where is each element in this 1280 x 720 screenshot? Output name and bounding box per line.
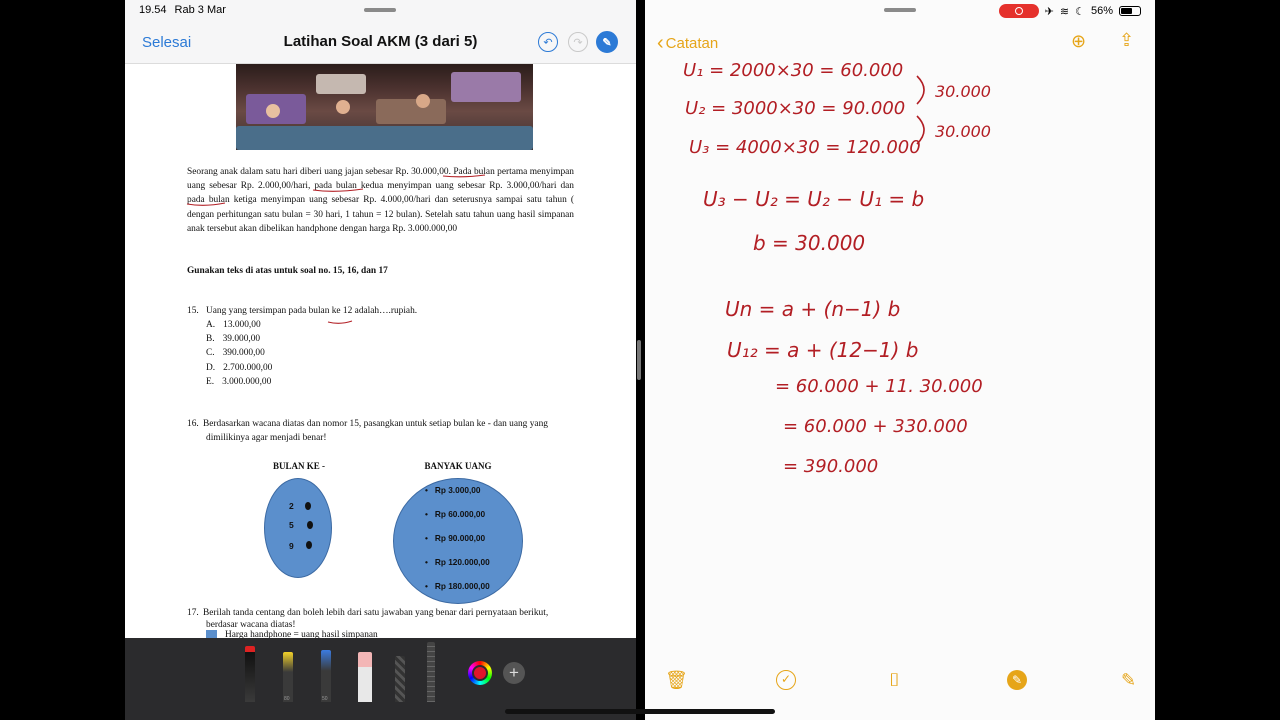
lasso-tool[interactable] — [395, 656, 405, 702]
back-label: Catatan — [665, 35, 719, 52]
option-d: D. 2.700.000,00 — [206, 362, 273, 373]
home-indicator[interactable] — [505, 709, 775, 714]
add-people-icon[interactable]: ⊕ — [1071, 31, 1087, 51]
chevron-left-icon: ‹ — [657, 32, 664, 54]
q17-line2: berdasar wacana diatas! — [206, 620, 296, 630]
q15-options — [206, 318, 272, 389]
column-bulan-ke: BULAN KE - — [272, 461, 325, 471]
q15-text: Uang yang tersimpan pada bulan ke 12 adalah….rupiah. — [206, 306, 418, 316]
note-line-5: b = 30.000 — [753, 231, 866, 255]
share-icon[interactable]: ⇪ — [1119, 30, 1135, 50]
q16-line2: dimilikinya agar menjadi benar! — [206, 433, 327, 443]
q17-line1: Berilah tanda centang dan boleh lebih dari satu jawaban yang benar dari pernyataan berikut, — [203, 608, 549, 618]
q16-line1: Berdasarkan wacana diatas dan nomor 15, pasangkan untuk setiap bulan ke - dan uang yang — [203, 419, 548, 429]
amount-item: • Rp 60.000,00 — [425, 509, 486, 519]
compose-icon[interactable]: ✎ — [1121, 670, 1137, 690]
month-dot — [305, 502, 311, 510]
status-time: 19.54 — [139, 4, 167, 16]
marker-tool[interactable] — [283, 652, 293, 702]
markup-pen-icon[interactable]: ✎ — [596, 31, 618, 53]
q17-statement: Harga handphone = uang hasil simpanan — [225, 630, 378, 638]
month-2: 2 — [289, 501, 294, 511]
left-pane-books — [125, 0, 636, 720]
amount-item: • Rp 3.000,00 — [425, 485, 481, 495]
month-oval — [264, 478, 332, 578]
status-date: Rab 3 Mar — [174, 4, 226, 16]
note-line-10: = 390.000 — [783, 456, 879, 477]
marker-width: 80 — [284, 696, 290, 702]
pen-tool[interactable] — [245, 646, 255, 702]
column-banyak-uang: BANYAK UANG — [424, 461, 492, 471]
note-line-4: U₃ − U₂ = U₂ − U₁ = b — [703, 187, 925, 211]
amount-item: • Rp 180.000,00 — [425, 581, 490, 591]
month-5: 5 — [289, 520, 294, 530]
note-line-8: = 60.000 + 11. 30.000 — [775, 376, 983, 397]
q15-number: 15. — [187, 306, 199, 316]
camera-icon[interactable]: ⌷ — [889, 670, 900, 690]
markup-icon[interactable]: ✎ — [1007, 670, 1027, 690]
undo-icon[interactable]: ↶ — [538, 32, 558, 52]
q17-number: 17. — [187, 608, 199, 618]
note-line-2: U₂ = 3000×30 = 90.000 — [685, 98, 906, 119]
note-line-1: U₁ = 2000×30 = 60.000 — [683, 60, 904, 81]
instruction-heading: Gunakan teks di atas untuk soal no. 15, 16, dan 17 — [187, 266, 388, 276]
eraser-tool[interactable] — [358, 652, 372, 702]
month-dot — [306, 541, 312, 549]
right-pane-notes — [645, 0, 1155, 720]
option-a: A. 13.000,00 — [206, 320, 261, 330]
note-line-3: U₃ = 4000×30 = 120.000 — [689, 137, 921, 158]
status-bar-left — [139, 4, 226, 16]
markup-toolbar — [125, 638, 636, 720]
pen-width: 50 — [322, 696, 328, 702]
pdf-nav-bar — [125, 0, 636, 64]
checklist-icon[interactable]: ✓ — [776, 670, 796, 690]
document-title: Latihan Soal AKM (3 dari 5) — [283, 33, 478, 50]
add-tool-icon[interactable]: + — [503, 662, 525, 684]
redo-icon[interactable]: ↷ — [568, 32, 588, 52]
handwritten-notes[interactable] — [645, 0, 1155, 640]
amount-item: • Rp 120.000,00 — [425, 557, 490, 567]
color-picker-icon[interactable] — [468, 661, 492, 685]
moon-icon: ☾ — [1075, 5, 1085, 18]
ruler-tool[interactable] — [427, 642, 435, 702]
month-dot — [307, 521, 313, 529]
trash-icon[interactable]: 🗑 — [665, 670, 688, 690]
pdf-page[interactable] — [128, 64, 633, 638]
multitasking-grabber[interactable] — [364, 8, 396, 12]
option-b: B. 39.000,00 — [206, 334, 261, 345]
pen-annotations — [128, 64, 633, 638]
notes-bottom-toolbar — [645, 660, 1155, 700]
note-line-9: = 60.000 + 330.000 — [783, 416, 968, 437]
done-button[interactable]: Selesai — [142, 34, 192, 51]
difference-2: 30.000 — [935, 122, 991, 141]
checkbox[interactable] — [206, 630, 217, 638]
option-e: E. 3.000.000,00 — [206, 376, 272, 387]
month-9: 9 — [289, 541, 294, 551]
q16-number: 16. — [187, 419, 199, 429]
amount-item: • Rp 90.000,00 — [425, 533, 486, 543]
battery-percent: 56% — [1090, 5, 1113, 17]
note-line-6: Un = a + (n−1) b — [725, 297, 901, 321]
difference-1: 30.000 — [935, 82, 991, 101]
airplane-icon: ✈ — [1044, 5, 1054, 18]
note-line-7: U₁₂ = a + (12−1) b — [727, 338, 919, 362]
pencil-tool[interactable] — [321, 650, 331, 702]
option-c: C. 390.000,00 — [206, 348, 265, 359]
wifi-icon: ≋ — [1059, 5, 1070, 18]
split-view-divider[interactable] — [637, 340, 641, 380]
story-paragraph: Seorang anak dalam satu hari diberi uang jajan sebesar Rp. 30.000,00. Pada bulan pertama menyimpan uang sebesar Rp. 2.000,00/hari, pada bulan kedua menyimpan uang sebesar Rp. 3.000,00/hari dan pada bulan ketiga menyimpan uang sebesar Rp. 4.000,00/hari dan seterusnya sampai satu tahun ( dengan perhitungan satu bulan = 30 hari, 1 tahun = 12 bulan). Setelah satu tahun uang hasil simpanan anak tersebut akan dibelikan handphone dengan harga Rp. 3.000.000,00 — [187, 167, 574, 234]
